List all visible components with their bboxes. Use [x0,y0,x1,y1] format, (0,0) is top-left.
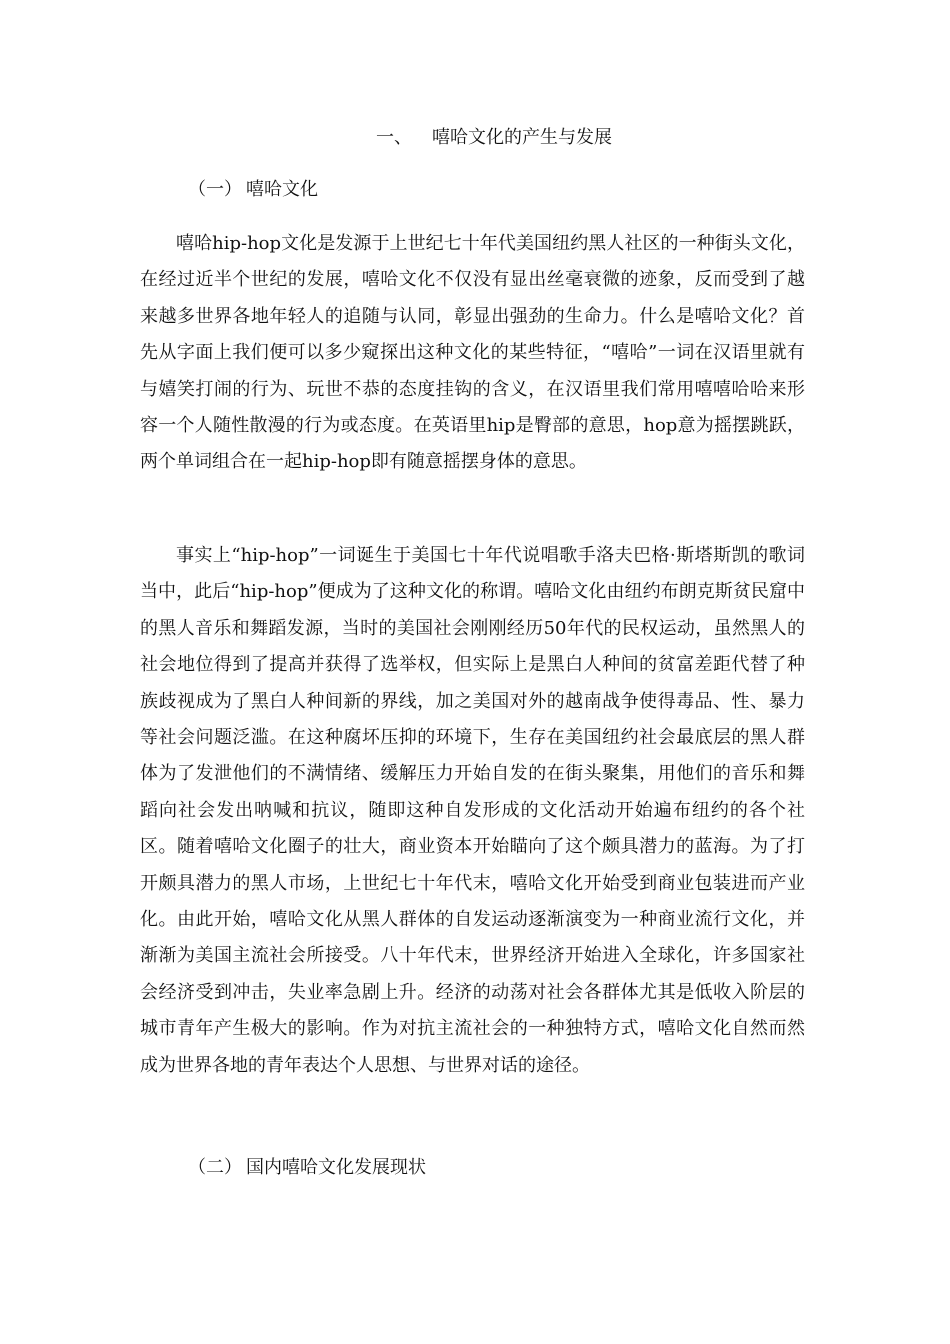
section-heading-number: 一、 [376,127,412,148]
subsection-heading-1 [188,178,318,202]
paragraph-2: 事实上“hip-hop”一词诞生于美国七十年代说唱歌手洛夫巴格·斯塔斯凯的歌词当中，此后“hip-hop”便成为了这种文化的称谓。嘻哈文化由纽约布朗克斯贫民窟中的黑人音乐和舞蹈发源，当时的美国社会刚刚经历50年代的民权运动，虽然黑人的社会地位得到了提高并获得了选举权，但实际上是黑白人种间的贫富差距代替了种族歧视成为了黑白人种间新的界线，加之美国对外的越南战争使得毒品、性、暴力等社会问题泛滥。在这种腐坏压抑的环境下，生存在美国纽约社会最底层的黑人群体为了发泄他们的不满情绪、缓解压力开始自发的在街头聚集，用他们的音乐和舞蹈向社会发出呐喊和抗议，随即这种自发形成的文化活动开始遍布纽约的各个社区。随着嘻哈文化圈子的壮大，商业资本开始瞄向了这个颇具潜力的蓝海。为了打开颇具潜力的黑人市场，上世纪七十年代末，嘻哈文化开始受到商业包装进而产业化。由此开始，嘻哈文化从黑人群体的自发运动逐渐演变为一种商业流行文化，并渐渐为美国主流社会所接受。八十年代末，世界经济开始进入全球化，许多国家社会经济受到冲击，失业率急剧上升。经济的动荡对社会各群体尤其是低收入阶层的城市青年产生极大的影响。作为对抗主流社会的一种独特方式，嘻哈文化自然而然成为世界各地的青年表达个人思想、与世界对话的途径。 [140,545,805,1076]
section-heading [376,126,612,150]
subsection-heading-2-number: （二） [188,1157,242,1178]
subsection-heading-2 [188,1156,426,1180]
subsection-heading-1-number: （一） [188,179,242,200]
section-heading-title: 嘻哈文化的产生与发展 [432,127,612,148]
paragraph-1: 嘻哈hip-hop文化是发源于上世纪七十年代美国纽约黑人社区的一种街头文化，在经过近半个世纪的发展，嘻哈文化不仅没有显出丝毫衰微的迹象，反而受到了越来越多世界各地年轻人的追随与认同，彰显出强劲的生命力。什么是嘻哈文化？首先从字面上我们便可以多少窥探出这种文化的某些特征，“嘻哈”一词在汉语里就有与嬉笑打闹的行为、玩世不恭的态度挂钩的含义，在汉语里我们常用嘻嘻哈哈来形容一个人随性散漫的行为或态度。在英语里hip是臀部的意思，hop意为摇摆跳跃，两个单词组合在一起hip-hop即有随意摇摆身体的意思。 [140,233,805,473]
subsection-heading-2-title: 国内嘻哈文化发展现状 [246,1157,426,1178]
subsection-heading-1-title: 嘻哈文化 [246,179,318,200]
